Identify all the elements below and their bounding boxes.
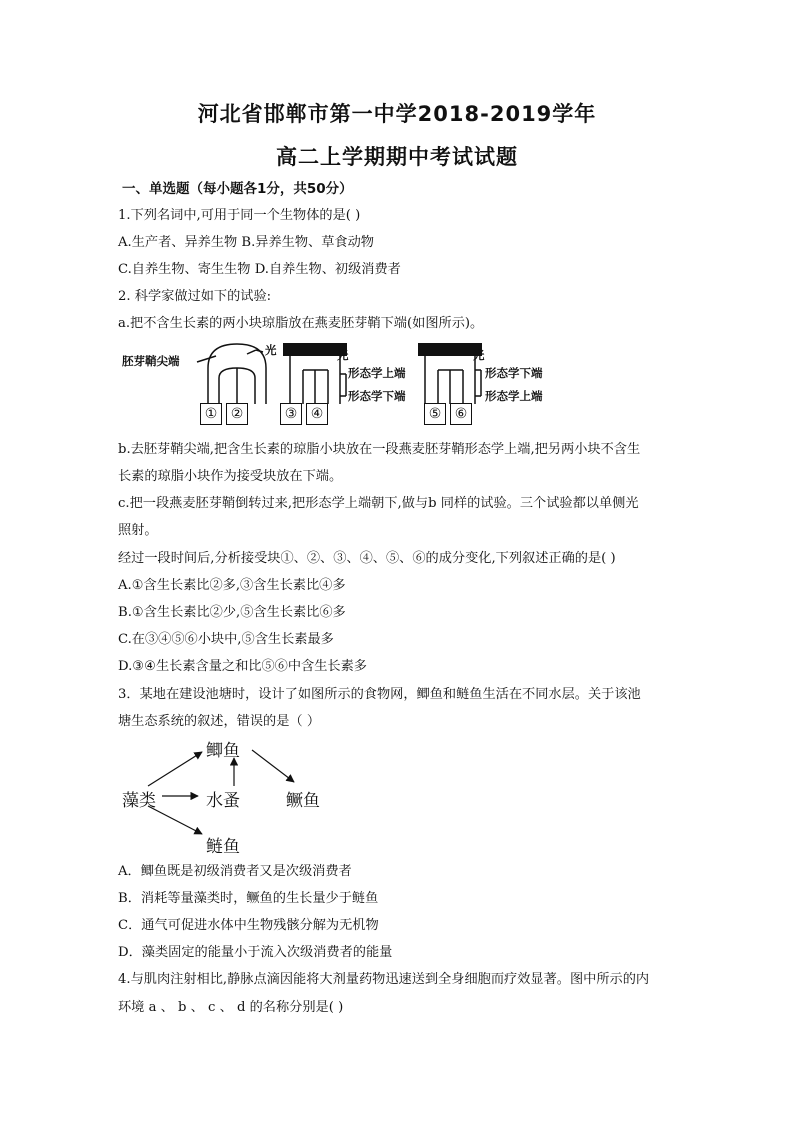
q1-options-cd: C.自养生物、寄生生物 D.自养生物、初级消费者 <box>118 262 401 277</box>
q3-option-a: A．鲫鱼既是初级消费者又是次级消费者 <box>118 864 352 879</box>
light-label-2: 光 <box>337 348 349 362</box>
q3-stem-line-2: 塘生态系统的叙述，错误的是（ ） <box>118 714 321 729</box>
title-line-2: 高二上学期期中考试试题 <box>276 145 518 169</box>
upper-end-label-2: 形态学上端 <box>348 366 406 380</box>
section-heading: 一、单选题（每小题各1分，共50分） <box>122 181 353 197</box>
q2-option-b: B.①含生长素比②少,⑤含生长素比⑥多 <box>118 605 346 620</box>
coleoptile-figure <box>120 340 560 430</box>
agar-block-5: ⑤ <box>424 403 446 425</box>
agar-block-4: ④ <box>306 403 328 425</box>
light-label-1: 光 <box>265 343 277 357</box>
q3-stem-line-1: 3．某地在建设池塘时，设计了如图所示的食物网，鲫鱼和鲢鱼生活在不同水层。关于该池 <box>118 687 641 702</box>
node-water-flea: 水蚤 <box>206 791 240 811</box>
q2-part-c-line-2: 照射。 <box>118 523 158 538</box>
q2-part-b-line-1: b.去胚芽鞘尖端,把含生长素的琼脂小块放在一段燕麦胚芽鞘形态学上端,把另两小块不含生 <box>118 442 641 457</box>
agar-block-1: ① <box>200 403 222 425</box>
light-label-3: 光 <box>473 348 485 362</box>
q1-stem: 1.下列名词中,可用于同一个生物体的是( ) <box>118 208 361 223</box>
q3-option-c: C．通气可促进水体中生物残骸分解为无机物 <box>118 918 379 933</box>
q2-option-d: D.③④生长素含量之和比⑤⑥中含生长素多 <box>118 659 367 674</box>
upper-end-label-3: 形态学上端 <box>485 389 543 403</box>
agar-block-6: ⑥ <box>450 403 472 425</box>
q1-options-ab: A.生产者、异养生物 B.异养生物、草食动物 <box>118 235 374 250</box>
q3-option-b: B．消耗等量藻类时，鳜鱼的生长量少于鲢鱼 <box>118 891 379 906</box>
q2-stem: 2. 科学家做过如下的试验: <box>118 289 272 304</box>
node-algae: 藻类 <box>122 791 156 811</box>
lower-end-label-3: 形态学下端 <box>485 366 543 380</box>
node-silver-carp: 鲢鱼 <box>206 837 240 857</box>
q2-option-c: C.在③④⑤⑥小块中,⑤含生长素最多 <box>118 632 334 647</box>
node-mandarin-fish: 鳜鱼 <box>286 791 320 811</box>
q2-part-b-line-2: 长素的琼脂小块作为接受块放在下端。 <box>118 469 343 484</box>
q2-question: 经过一段时间后,分析接受块①、②、③、④、⑤、⑥的成分变化,下列叙述正确的是( ) <box>118 551 616 566</box>
lower-end-label-2: 形态学下端 <box>348 389 406 403</box>
node-crucian-carp: 鲫鱼 <box>206 741 240 761</box>
agar-block-3: ③ <box>280 403 302 425</box>
q2-option-a: A.①含生长素比②多,③含生长素比④多 <box>118 578 346 593</box>
food-web-diagram <box>118 736 338 856</box>
q3-option-d: D．藻类固定的能量小于流入次级消费者的能量 <box>118 945 393 960</box>
q2-part-c-line-1: c.把一段燕麦胚芽鞘倒转过来,把形态学上端朝下,做与b 同样的试验。三个试验都以单侧光 <box>118 496 639 511</box>
q4-stem-line-1: 4.与肌肉注射相比,静脉点滴因能将大剂量药物迅速送到全身细胞而疗效显著。图中所示的内 <box>118 972 650 987</box>
q2-part-a: a.把不含生长素的两小块琼脂放在燕麦胚芽鞘下端(如图所示)。 <box>118 316 484 331</box>
agar-block-2: ② <box>226 403 248 425</box>
q4-stem-line-2: 环境 a 、 b 、 c 、 d 的名称分别是( ) <box>118 1000 344 1015</box>
title-line-1: 河北省邯郸市第一中学2018-2019学年 <box>197 102 597 126</box>
coleoptile-tip-label: 胚芽鞘尖端 <box>122 354 180 368</box>
